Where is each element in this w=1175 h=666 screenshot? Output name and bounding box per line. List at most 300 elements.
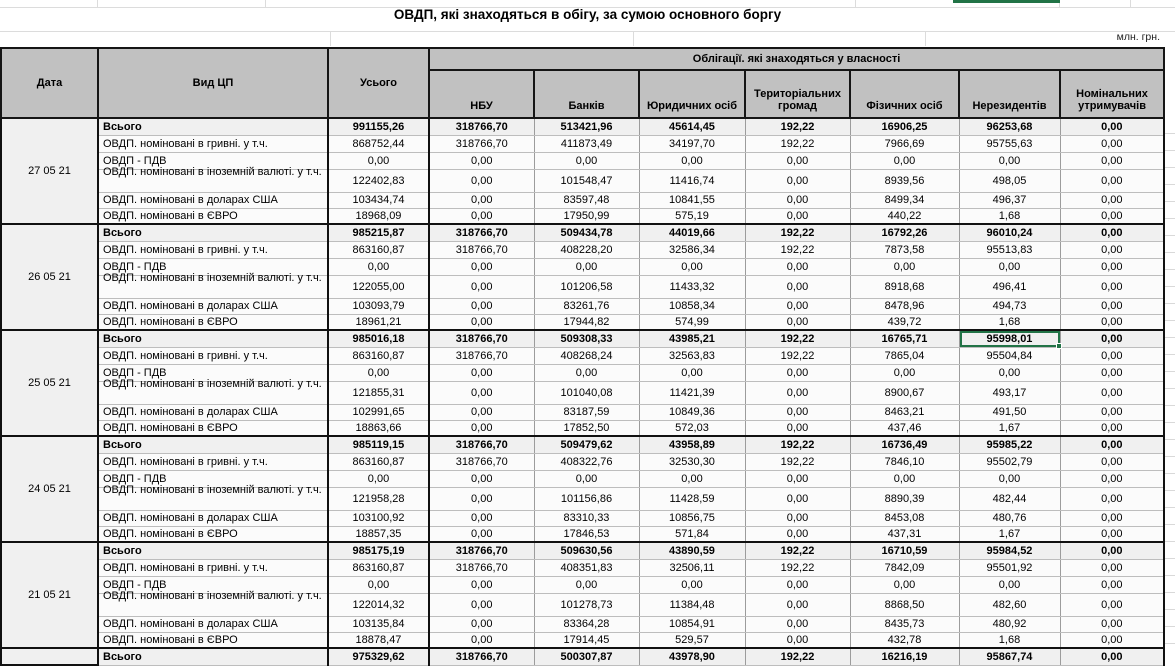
value-cell[interactable]: 440,22 <box>850 208 959 224</box>
value-cell[interactable]: 102991,65 <box>328 404 429 420</box>
value-cell[interactable]: 0,00 <box>429 470 534 487</box>
value-cell[interactable]: 8939,56 <box>850 169 959 192</box>
value-cell[interactable]: 1,68 <box>959 314 1060 330</box>
units-label: млн. грн. <box>1116 31 1160 43</box>
value-cell[interactable]: 95984,52 <box>959 542 1060 559</box>
value-cell[interactable]: 192,22 <box>745 118 850 135</box>
value-cell[interactable]: 192,22 <box>745 241 850 258</box>
value-cell[interactable]: 408351,83 <box>534 559 639 576</box>
value-cell[interactable]: 43978,90 <box>639 648 745 665</box>
value-cell[interactable]: 95502,79 <box>959 453 1060 470</box>
value-cell[interactable]: 0,00 <box>429 381 534 404</box>
value-cell[interactable]: 0,00 <box>850 576 959 593</box>
value-cell[interactable]: 0,00 <box>1060 298 1164 314</box>
value-cell[interactable]: 0,00 <box>1060 241 1164 258</box>
header-owner-legal-entities[interactable]: Юридичних осіб <box>639 70 745 118</box>
value-cell[interactable]: 0,00 <box>1060 470 1164 487</box>
value-cell[interactable]: 494,73 <box>959 298 1060 314</box>
value-cell[interactable]: 0,00 <box>429 510 534 526</box>
row-label-cell[interactable]: ОВДП. номіновані в ЄВРО <box>98 314 328 330</box>
value-cell[interactable]: 192,22 <box>745 347 850 364</box>
value-cell[interactable]: 192,22 <box>745 224 850 241</box>
value-cell[interactable]: 408268,24 <box>534 347 639 364</box>
value-cell[interactable]: 11416,74 <box>639 169 745 192</box>
value-cell[interactable]: 0,00 <box>959 364 1060 381</box>
value-cell[interactable]: 408322,76 <box>534 453 639 470</box>
value-cell[interactable]: 0,00 <box>745 192 850 208</box>
value-cell[interactable]: 0,00 <box>429 192 534 208</box>
row-label-cell[interactable]: ОВДП. номіновані в іноземній валюті. у т.ч. <box>98 169 328 192</box>
row-label-cell[interactable]: ОВДП. номіновані в іноземній валюті. у т.ч. <box>98 487 328 510</box>
value-cell[interactable]: 863160,87 <box>328 347 429 364</box>
value-cell[interactable]: 0,00 <box>745 314 850 330</box>
value-cell[interactable]: 437,31 <box>850 526 959 542</box>
value-cell[interactable]: 17852,50 <box>534 420 639 436</box>
value-cell[interactable]: 95501,92 <box>959 559 1060 576</box>
value-cell[interactable]: 496,37 <box>959 192 1060 208</box>
value-cell[interactable]: 0,00 <box>1060 135 1164 152</box>
value-cell[interactable]: 0,00 <box>745 298 850 314</box>
value-cell[interactable]: 192,22 <box>745 648 850 665</box>
value-cell[interactable]: 43958,89 <box>639 436 745 453</box>
value-cell[interactable]: 318766,70 <box>429 224 534 241</box>
value-cell[interactable]: 318766,70 <box>429 453 534 470</box>
value-cell[interactable]: 439,72 <box>850 314 959 330</box>
value-cell[interactable]: 0,00 <box>1060 453 1164 470</box>
value-cell[interactable]: 17846,53 <box>534 526 639 542</box>
value-cell[interactable]: 17914,45 <box>534 632 639 648</box>
value-cell[interactable]: 16765,71 <box>850 330 959 347</box>
value-cell[interactable]: 0,00 <box>429 258 534 275</box>
value-cell[interactable]: 0,00 <box>429 169 534 192</box>
value-cell[interactable]: 32563,83 <box>639 347 745 364</box>
value-cell[interactable]: 0,00 <box>1060 330 1164 347</box>
value-cell[interactable]: 318766,70 <box>429 648 534 665</box>
value-cell[interactable]: 0,00 <box>1060 381 1164 404</box>
value-cell[interactable]: 318766,70 <box>429 436 534 453</box>
value-cell[interactable]: 491,50 <box>959 404 1060 420</box>
value-cell[interactable]: 0,00 <box>850 470 959 487</box>
value-cell[interactable]: 318766,70 <box>429 118 534 135</box>
value-cell[interactable]: 7842,09 <box>850 559 959 576</box>
value-cell[interactable]: 43890,59 <box>639 542 745 559</box>
value-cell[interactable]: 0,00 <box>1060 436 1164 453</box>
value-cell[interactable]: 121855,31 <box>328 381 429 404</box>
value-cell[interactable]: 0,00 <box>429 487 534 510</box>
value-cell[interactable]: 32530,30 <box>639 453 745 470</box>
value-cell[interactable]: 16710,59 <box>850 542 959 559</box>
value-cell[interactable]: 0,00 <box>745 526 850 542</box>
row-label-cell[interactable]: ОВДП - ПДВ <box>98 576 328 593</box>
header-date[interactable]: Дата <box>1 48 98 118</box>
value-cell[interactable]: 8453,08 <box>850 510 959 526</box>
value-cell[interactable]: 0,00 <box>1060 559 1164 576</box>
value-cell[interactable]: 0,00 <box>429 364 534 381</box>
value-cell[interactable]: 1,68 <box>959 208 1060 224</box>
value-cell[interactable]: 10849,36 <box>639 404 745 420</box>
row-label-cell[interactable]: ОВДП. номіновані в гривні. у т.ч. <box>98 559 328 576</box>
value-cell[interactable]: 318766,70 <box>429 542 534 559</box>
value-cell[interactable]: 985016,18 <box>328 330 429 347</box>
value-cell[interactable]: 44019,66 <box>639 224 745 241</box>
date-cell[interactable]: 27 05 21 <box>1 118 98 224</box>
value-cell[interactable]: 0,00 <box>745 420 850 436</box>
value-cell[interactable]: 32506,11 <box>639 559 745 576</box>
value-cell[interactable]: 0,00 <box>745 593 850 616</box>
value-cell[interactable]: 0,00 <box>429 208 534 224</box>
row-label-cell[interactable]: Всього <box>98 330 328 347</box>
value-cell[interactable]: 8890,39 <box>850 487 959 510</box>
value-cell[interactable]: 103100,92 <box>328 510 429 526</box>
value-cell[interactable]: 103093,79 <box>328 298 429 314</box>
value-cell[interactable]: 0,00 <box>328 152 429 169</box>
header-owner-individuals[interactable]: Фізичних осіб <box>850 70 959 118</box>
value-cell[interactable]: 192,22 <box>745 559 850 576</box>
date-cell[interactable]: 26 05 21 <box>1 224 98 330</box>
value-cell[interactable]: 8499,34 <box>850 192 959 208</box>
value-cell[interactable]: 17944,82 <box>534 314 639 330</box>
header-total[interactable]: Усього <box>328 48 429 118</box>
row-label-cell[interactable]: Всього <box>98 648 328 665</box>
value-cell[interactable]: 8900,67 <box>850 381 959 404</box>
value-cell[interactable]: 96010,24 <box>959 224 1060 241</box>
value-cell[interactable]: 0,00 <box>429 576 534 593</box>
value-cell[interactable]: 0,00 <box>429 314 534 330</box>
value-cell[interactable]: 43985,21 <box>639 330 745 347</box>
value-cell[interactable]: 0,00 <box>959 258 1060 275</box>
row-label-cell[interactable]: ОВДП. номіновані в доларах США <box>98 616 328 632</box>
value-cell[interactable]: 0,00 <box>745 487 850 510</box>
value-cell[interactable]: 991155,26 <box>328 118 429 135</box>
value-cell[interactable]: 0,00 <box>534 152 639 169</box>
value-cell[interactable]: 0,00 <box>429 404 534 420</box>
header-ownership-group[interactable]: Облігації. які знаходяться у власності <box>429 48 1164 70</box>
value-cell[interactable]: 0,00 <box>850 364 959 381</box>
value-cell[interactable]: 0,00 <box>429 616 534 632</box>
value-cell[interactable]: 0,00 <box>1060 487 1164 510</box>
value-cell[interactable]: 0,00 <box>534 576 639 593</box>
value-cell[interactable]: 103434,74 <box>328 192 429 208</box>
value-cell[interactable]: 529,57 <box>639 632 745 648</box>
row-label-cell[interactable]: ОВДП. номіновані в ЄВРО <box>98 632 328 648</box>
value-cell[interactable]: 10841,55 <box>639 192 745 208</box>
value-cell[interactable]: 0,00 <box>1060 404 1164 420</box>
value-cell[interactable]: 509479,62 <box>534 436 639 453</box>
value-cell[interactable]: 95867,74 <box>959 648 1060 665</box>
row-label-cell[interactable]: ОВДП - ПДВ <box>98 258 328 275</box>
value-cell[interactable]: 985175,19 <box>328 542 429 559</box>
value-cell[interactable]: 0,00 <box>1060 314 1164 330</box>
value-cell[interactable]: 509308,33 <box>534 330 639 347</box>
value-cell[interactable]: 83364,28 <box>534 616 639 632</box>
value-cell[interactable]: 868752,44 <box>328 135 429 152</box>
value-cell[interactable]: 863160,87 <box>328 559 429 576</box>
header-owner-nbu[interactable]: НБУ <box>429 70 534 118</box>
value-cell[interactable]: 1,68 <box>959 632 1060 648</box>
row-label-cell[interactable]: ОВДП. номіновані в доларах США <box>98 298 328 314</box>
value-cell[interactable]: 408228,20 <box>534 241 639 258</box>
value-cell[interactable]: 0,00 <box>1060 632 1164 648</box>
value-cell[interactable]: 975329,62 <box>328 648 429 665</box>
selection-fill-handle[interactable] <box>1056 343 1062 349</box>
value-cell[interactable]: 0,00 <box>429 593 534 616</box>
value-cell[interactable]: 0,00 <box>429 526 534 542</box>
value-cell[interactable]: 985119,15 <box>328 436 429 453</box>
row-label-cell[interactable]: ОВДП. номіновані в іноземній валюті. у т.ч. <box>98 381 328 404</box>
value-cell[interactable]: 0,00 <box>1060 275 1164 298</box>
value-cell[interactable]: 18968,09 <box>328 208 429 224</box>
value-cell[interactable]: 0,00 <box>1060 510 1164 526</box>
value-cell[interactable]: 192,22 <box>745 135 850 152</box>
row-label-cell[interactable]: ОВДП. номіновані в ЄВРО <box>98 208 328 224</box>
value-cell[interactable]: 95998,01 <box>959 330 1060 347</box>
value-cell[interactable]: 0,00 <box>1060 648 1164 665</box>
value-cell[interactable]: 0,00 <box>745 152 850 169</box>
value-cell[interactable]: 0,00 <box>328 364 429 381</box>
date-cell[interactable]: 25 05 21 <box>1 330 98 436</box>
value-cell[interactable]: 95985,22 <box>959 436 1060 453</box>
value-cell[interactable]: 122014,32 <box>328 593 429 616</box>
value-cell[interactable]: 45614,45 <box>639 118 745 135</box>
value-cell[interactable]: 101206,58 <box>534 275 639 298</box>
value-cell[interactable]: 0,00 <box>745 208 850 224</box>
value-cell[interactable]: 83310,33 <box>534 510 639 526</box>
value-cell[interactable]: 8478,96 <box>850 298 959 314</box>
value-cell[interactable]: 11421,39 <box>639 381 745 404</box>
value-cell[interactable]: 10858,34 <box>639 298 745 314</box>
header-owner-nonresidents[interactable]: Нерезидентів <box>959 70 1060 118</box>
value-cell[interactable]: 95755,63 <box>959 135 1060 152</box>
value-cell[interactable]: 83261,76 <box>534 298 639 314</box>
row-label-cell[interactable]: ОВДП. номіновані в ЄВРО <box>98 420 328 436</box>
value-cell[interactable]: 572,03 <box>639 420 745 436</box>
value-cell[interactable]: 122055,00 <box>328 275 429 298</box>
row-label-cell[interactable]: ОВДП. номіновані в ЄВРО <box>98 526 328 542</box>
value-cell[interactable]: 0,00 <box>745 576 850 593</box>
value-cell[interactable]: 7873,58 <box>850 241 959 258</box>
row-label-cell[interactable]: ОВДП. номіновані в іноземній валюті. у т.ч. <box>98 593 328 616</box>
value-cell[interactable]: 513421,96 <box>534 118 639 135</box>
value-cell[interactable]: 0,00 <box>1060 169 1164 192</box>
date-cell[interactable]: 21 05 21 <box>1 542 98 648</box>
header-owner-territorial-communities[interactable]: Територіальних громад <box>745 70 850 118</box>
value-cell[interactable]: 318766,70 <box>429 241 534 258</box>
value-cell[interactable]: 0,00 <box>1060 593 1164 616</box>
value-cell[interactable]: 863160,87 <box>328 453 429 470</box>
table-row <box>1 241 1164 258</box>
value-cell[interactable]: 16906,25 <box>850 118 959 135</box>
value-cell[interactable]: 17950,99 <box>534 208 639 224</box>
value-cell[interactable]: 101548,47 <box>534 169 639 192</box>
value-cell[interactable]: 18857,35 <box>328 526 429 542</box>
value-cell[interactable]: 101040,08 <box>534 381 639 404</box>
value-cell[interactable]: 0,00 <box>534 470 639 487</box>
value-cell[interactable]: 0,00 <box>429 275 534 298</box>
value-cell[interactable]: 96253,68 <box>959 118 1060 135</box>
value-cell[interactable]: 10854,91 <box>639 616 745 632</box>
value-cell[interactable]: 0,00 <box>1060 192 1164 208</box>
value-cell[interactable]: 0,00 <box>429 420 534 436</box>
value-cell[interactable]: 863160,87 <box>328 241 429 258</box>
row-label-cell[interactable]: ОВДП. номіновані в гривні. у т.ч. <box>98 347 328 364</box>
value-cell[interactable]: 34197,70 <box>639 135 745 152</box>
header-owner-banks[interactable]: Банків <box>534 70 639 118</box>
value-cell[interactable]: 101278,73 <box>534 593 639 616</box>
value-cell[interactable]: 0,00 <box>1060 526 1164 542</box>
value-cell[interactable]: 0,00 <box>745 381 850 404</box>
table-row <box>1 632 1164 648</box>
date-cell[interactable]: 24 05 21 <box>1 436 98 542</box>
row-label-cell[interactable]: ОВДП. номіновані в гривні. у т.ч. <box>98 453 328 470</box>
value-cell[interactable]: 318766,70 <box>429 135 534 152</box>
value-cell[interactable]: 0,00 <box>639 152 745 169</box>
value-cell[interactable]: 0,00 <box>639 258 745 275</box>
value-cell[interactable]: 95513,83 <box>959 241 1060 258</box>
value-cell[interactable]: 0,00 <box>959 152 1060 169</box>
row-label-cell[interactable]: ОВДП - ПДВ <box>98 152 328 169</box>
value-cell[interactable]: 0,00 <box>1060 347 1164 364</box>
row-label-cell[interactable]: Всього <box>98 118 328 135</box>
value-cell[interactable]: 500307,87 <box>534 648 639 665</box>
value-cell[interactable]: 437,46 <box>850 420 959 436</box>
value-cell[interactable]: 0,00 <box>328 576 429 593</box>
value-cell[interactable]: 8868,50 <box>850 593 959 616</box>
header-owner-nominal-holders[interactable]: Номінальних утримувачів <box>1060 70 1164 118</box>
value-cell[interactable]: 575,19 <box>639 208 745 224</box>
value-cell[interactable]: 192,22 <box>745 436 850 453</box>
value-cell[interactable]: 509434,78 <box>534 224 639 241</box>
value-cell[interactable]: 571,84 <box>639 526 745 542</box>
row-label-cell[interactable]: Всього <box>98 436 328 453</box>
value-cell[interactable]: 11384,48 <box>639 593 745 616</box>
value-cell[interactable]: 0,00 <box>745 364 850 381</box>
value-cell[interactable]: 318766,70 <box>429 330 534 347</box>
value-cell[interactable]: 192,22 <box>745 330 850 347</box>
value-cell[interactable]: 0,00 <box>1060 616 1164 632</box>
value-cell[interactable]: 0,00 <box>745 470 850 487</box>
value-cell[interactable]: 0,00 <box>1060 542 1164 559</box>
value-cell[interactable]: 10856,75 <box>639 510 745 526</box>
row-label-cell[interactable]: ОВДП. номіновані в гривні. у т.ч. <box>98 241 328 258</box>
value-cell[interactable]: 32586,34 <box>639 241 745 258</box>
value-cell[interactable]: 0,00 <box>959 470 1060 487</box>
value-cell[interactable]: 0,00 <box>745 275 850 298</box>
date-cell[interactable] <box>1 648 98 665</box>
value-cell[interactable]: 83597,48 <box>534 192 639 208</box>
value-cell[interactable]: 95504,84 <box>959 347 1060 364</box>
value-cell[interactable]: 18863,66 <box>328 420 429 436</box>
value-cell[interactable]: 0,00 <box>745 616 850 632</box>
value-cell[interactable]: 0,00 <box>429 152 534 169</box>
value-cell[interactable]: 8435,73 <box>850 616 959 632</box>
value-cell[interactable]: 482,44 <box>959 487 1060 510</box>
value-cell[interactable]: 0,00 <box>328 258 429 275</box>
value-cell[interactable]: 11433,32 <box>639 275 745 298</box>
value-cell[interactable]: 985215,87 <box>328 224 429 241</box>
value-cell[interactable]: 318766,70 <box>429 559 534 576</box>
value-cell[interactable]: 0,00 <box>534 258 639 275</box>
value-cell[interactable]: 0,00 <box>1060 208 1164 224</box>
row-label-cell[interactable]: Всього <box>98 542 328 559</box>
value-cell[interactable]: 16792,26 <box>850 224 959 241</box>
row-label-cell[interactable]: ОВДП - ПДВ <box>98 364 328 381</box>
value-cell[interactable]: 480,76 <box>959 510 1060 526</box>
value-cell[interactable]: 0,00 <box>534 364 639 381</box>
value-cell[interactable]: 0,00 <box>1060 576 1164 593</box>
value-cell[interactable]: 18961,21 <box>328 314 429 330</box>
value-cell[interactable]: 482,60 <box>959 593 1060 616</box>
value-cell[interactable]: 1,67 <box>959 420 1060 436</box>
value-cell[interactable]: 0,00 <box>745 632 850 648</box>
value-cell[interactable]: 574,99 <box>639 314 745 330</box>
value-cell[interactable]: 101156,86 <box>534 487 639 510</box>
value-cell[interactable]: 0,00 <box>1060 224 1164 241</box>
value-cell[interactable]: 480,92 <box>959 616 1060 632</box>
value-cell[interactable]: 0,00 <box>639 576 745 593</box>
value-cell[interactable]: 0,00 <box>639 470 745 487</box>
value-cell[interactable]: 83187,59 <box>534 404 639 420</box>
row-label-cell[interactable]: ОВДП - ПДВ <box>98 470 328 487</box>
row-label-cell[interactable]: ОВДП. номіновані в доларах США <box>98 192 328 208</box>
value-cell[interactable]: 122402,83 <box>328 169 429 192</box>
value-cell[interactable]: 7846,10 <box>850 453 959 470</box>
value-cell[interactable]: 0,00 <box>745 404 850 420</box>
value-cell[interactable]: 0,00 <box>745 258 850 275</box>
value-cell[interactable]: 0,00 <box>429 298 534 314</box>
value-cell[interactable]: 496,41 <box>959 275 1060 298</box>
value-cell[interactable]: 0,00 <box>1060 364 1164 381</box>
value-cell[interactable]: 16216,19 <box>850 648 959 665</box>
value-cell[interactable]: 8918,68 <box>850 275 959 298</box>
value-cell[interactable]: 0,00 <box>1060 152 1164 169</box>
value-cell[interactable]: 103135,84 <box>328 616 429 632</box>
row-label-cell[interactable]: ОВДП. номіновані в доларах США <box>98 510 328 526</box>
value-cell[interactable]: 0,00 <box>850 258 959 275</box>
value-cell[interactable]: 8463,21 <box>850 404 959 420</box>
value-cell[interactable]: 0,00 <box>850 152 959 169</box>
value-cell[interactable]: 432,78 <box>850 632 959 648</box>
value-cell[interactable]: 7865,04 <box>850 347 959 364</box>
row-label-cell[interactable]: Всього <box>98 224 328 241</box>
header-security-type[interactable]: Вид ЦП <box>98 48 328 118</box>
value-cell[interactable]: 0,00 <box>959 576 1060 593</box>
value-cell[interactable]: 11428,59 <box>639 487 745 510</box>
value-cell[interactable]: 509630,56 <box>534 542 639 559</box>
value-cell[interactable]: 0,00 <box>745 169 850 192</box>
value-cell[interactable]: 318766,70 <box>429 347 534 364</box>
value-cell[interactable]: 7966,69 <box>850 135 959 152</box>
value-cell[interactable]: 0,00 <box>328 470 429 487</box>
value-cell[interactable]: 1,67 <box>959 526 1060 542</box>
value-cell[interactable]: 192,22 <box>745 542 850 559</box>
value-cell[interactable]: 493,17 <box>959 381 1060 404</box>
value-cell[interactable]: 0,00 <box>429 632 534 648</box>
value-cell[interactable]: 121958,28 <box>328 487 429 510</box>
value-cell[interactable]: 498,05 <box>959 169 1060 192</box>
value-cell[interactable]: 411873,49 <box>534 135 639 152</box>
value-cell[interactable]: 0,00 <box>1060 258 1164 275</box>
value-cell[interactable]: 192,22 <box>745 453 850 470</box>
value-cell[interactable]: 18878,47 <box>328 632 429 648</box>
row-label-cell[interactable]: ОВДП. номіновані в гривні. у т.ч. <box>98 135 328 152</box>
value-cell[interactable]: 0,00 <box>1060 118 1164 135</box>
value-cell[interactable]: 0,00 <box>639 364 745 381</box>
row-label-cell[interactable]: ОВДП. номіновані в доларах США <box>98 404 328 420</box>
value-cell[interactable]: 0,00 <box>745 510 850 526</box>
value-cell[interactable]: 16736,49 <box>850 436 959 453</box>
row-label-cell[interactable]: ОВДП. номіновані в іноземній валюті. у т.ч. <box>98 275 328 298</box>
value-cell[interactable]: 0,00 <box>1060 420 1164 436</box>
